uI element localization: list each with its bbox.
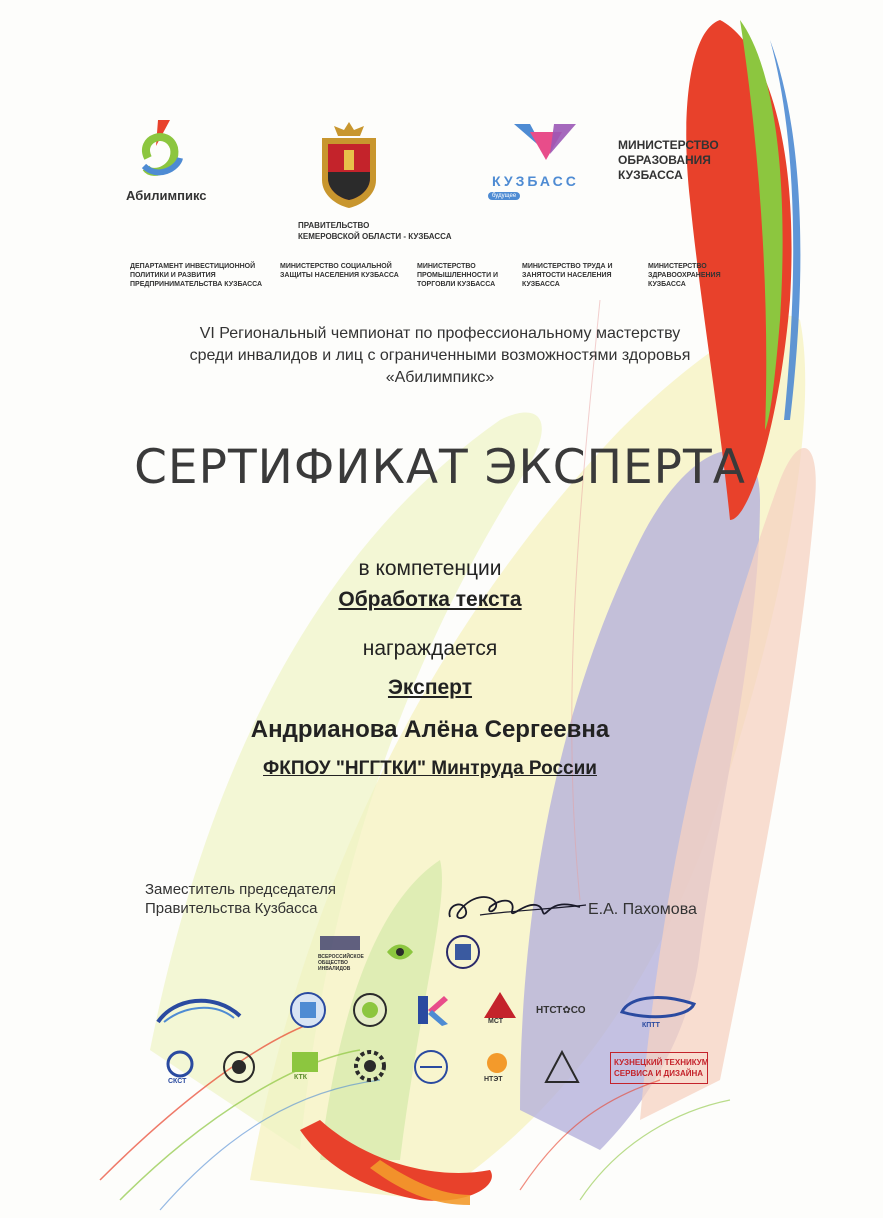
skst-label: СКСТ	[168, 1078, 187, 1085]
recipient-organization: ФКПОУ "НГГТКИ" Минтруда России	[263, 758, 597, 779]
eye-logo-icon	[385, 942, 415, 962]
ktsd-label-line1: КУЗНЕЦКИЙ ТЕХНИКУМ	[614, 1058, 709, 1067]
department-investment: ДЕПАРТАМЕНТ ИНВЕСТИЦИОННОЙ ПОЛИТИКИ И РАЗВИТИЯ ПРЕДПРИНИМАТЕЛЬСТВА КУЗБАССА	[130, 263, 263, 288]
department-healthcare: МИНИСТЕРСТВО ЗДРАВООХРАНЕНИЯ КУЗБАССА	[648, 263, 721, 288]
ktk-logo	[290, 1050, 320, 1084]
arch-logo-icon	[154, 992, 244, 1028]
ministry-line3: КУЗБАССА	[618, 168, 683, 182]
partner-logos	[140, 930, 740, 1100]
government-caption	[298, 220, 452, 242]
ntet-logo	[480, 1050, 514, 1088]
intro-line3: «Абилимпикс»	[385, 369, 495, 386]
department-social-protection: МИНИСТЕРСТВО СОЦИАЛЬНОЙ ЗАЩИТЫ НАСЕЛЕНИЯ КУЗБАССА	[280, 263, 399, 279]
kuzbass-emblem-icon	[510, 120, 580, 170]
government-logo	[292, 120, 482, 245]
department-labor: МИНИСТЕРСТВО ТРУДА И ЗАНЯТОСТИ НАСЕЛЕНИЯ КУЗБАССА	[522, 263, 613, 288]
signatory-name: Е.А. Пахомова	[588, 901, 697, 918]
ministry-line1: МИНИСТЕРСТВО	[618, 138, 719, 152]
mst-label: МСТ	[488, 1018, 503, 1025]
round-emblem-icon	[445, 934, 481, 970]
ktsd-logo	[610, 1052, 708, 1084]
competence-label: в компетенции	[358, 557, 502, 580]
ntet-label: НТЭТ	[484, 1076, 503, 1083]
skst-logo	[160, 1050, 200, 1090]
abilympics-caption: Абилимпикс	[126, 188, 207, 203]
round-seal-icon	[222, 1050, 256, 1084]
k-letter-logo-icon	[414, 992, 450, 1028]
mst-emblem-icon	[480, 990, 520, 1020]
green-round-emblem-icon	[352, 992, 388, 1028]
government-caption-line2: КЕМЕРОВСКОЙ ОБЛАСТИ - КУЗБАССА	[298, 232, 452, 241]
ministry-title	[618, 138, 719, 183]
kuzbass-word: КУЗБАСС	[492, 173, 579, 189]
ribbon-seal-icon	[412, 1048, 450, 1086]
ktk-emblem-icon	[290, 1050, 320, 1074]
ktk-label: КТК	[294, 1074, 307, 1081]
signatory-title-line1: Заместитель председателя	[145, 881, 337, 898]
signatory-title-line2: Правительства Кузбасса	[145, 900, 318, 917]
abilympics-logo	[118, 118, 228, 208]
shield-college-icon	[288, 990, 328, 1032]
handwritten-signature	[440, 885, 590, 935]
kptt-logo	[618, 992, 698, 1032]
ktsd-label-line2: СЕРВИСА И ДИЗАЙНА	[614, 1069, 704, 1078]
intro-line2: среди инвалидов и лиц с ограниченными возможностями здоровья	[189, 347, 691, 364]
role-value: Эксперт	[387, 676, 473, 699]
abilympics-emblem-icon	[118, 118, 198, 188]
triangle-logo-icon	[544, 1050, 580, 1084]
kuzbass-ministry-logo	[488, 120, 738, 210]
skst-emblem-icon	[160, 1050, 200, 1078]
coat-of-arms-icon	[314, 120, 384, 210]
ntst-label: НТСТ✿СО	[536, 1005, 586, 1016]
government-caption-line1: ПРАВИТЕЛЬСТВО	[298, 221, 370, 230]
award-label: награждается	[362, 637, 498, 660]
kptt-label: КПТТ	[642, 1022, 660, 1029]
voi-emblem-icon	[318, 934, 362, 954]
kuzbass-subtitle: будущее	[488, 192, 520, 200]
recipient-name: Андрианова Алёна Сергеевна	[250, 716, 610, 743]
voi-label: ВСЕРОССИЙСКОЕ ОБЩЕСТВО ИНВАЛИДОВ	[318, 954, 364, 972]
intro-line1: VI Региональный чемпионат по профессиональному мастерству	[199, 325, 681, 342]
ntet-emblem-icon	[480, 1050, 514, 1076]
signatory-title	[145, 880, 336, 918]
departments-row	[130, 262, 750, 302]
ntst-logo	[536, 1000, 586, 1018]
department-industry: МИНИСТЕРСТВО ПРОМЫШЛЕННОСТИ И ТОРГОВЛИ КУЗБАССА	[417, 263, 499, 288]
certificate-title: СЕРТИФИКАТ ЭКСПЕРТА	[134, 440, 746, 495]
competence-value: Обработка текста	[338, 588, 522, 611]
kptt-car-icon	[618, 992, 698, 1022]
mst-logo	[480, 990, 520, 1032]
voi-logo	[318, 934, 362, 970]
ministry-line2: ОБРАЗОВАНИЯ	[618, 153, 711, 167]
championship-intro	[130, 323, 750, 389]
gear-emblem-icon	[352, 1048, 388, 1084]
